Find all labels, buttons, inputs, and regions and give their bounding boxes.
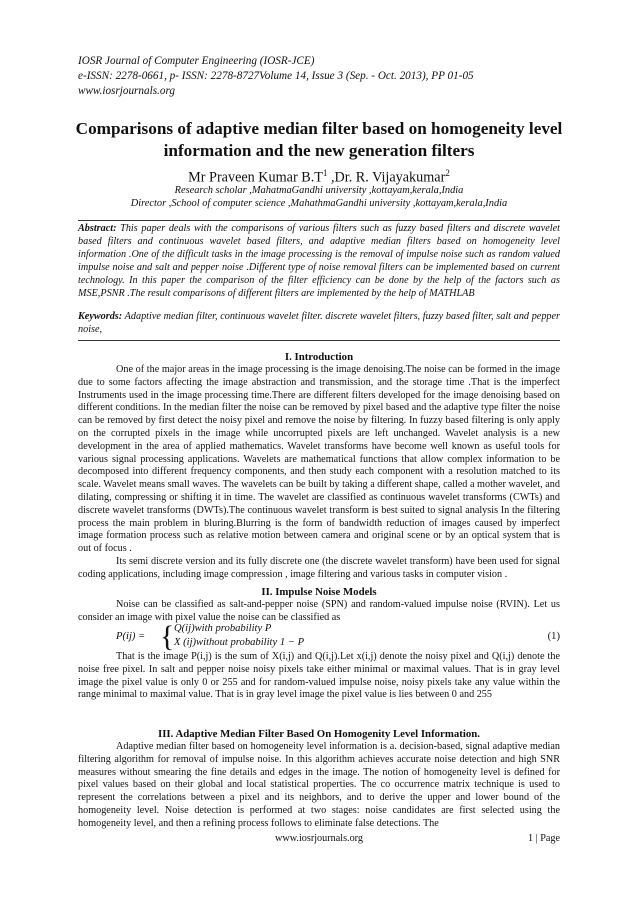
journal-issn: e-ISSN: 2278-0661, p- ISSN: 2278-8727Volume 14, Issue 3 (Sep. - Oct. 2013), PP 01-05: [78, 70, 474, 82]
keywords-label: Keywords:: [78, 311, 123, 322]
equation-lhs: P(ij) =: [116, 631, 146, 642]
equation-case-1: Q(ij)with probability P: [174, 623, 272, 634]
abstract-label: Abstract:: [78, 223, 117, 234]
equation-number: (1): [547, 631, 560, 642]
abstract: [78, 223, 560, 300]
equation-1: [116, 620, 560, 653]
section-1-paragraph-1: One of the major areas in the image processing is the image denoising.The noise can be formed in the image due to some factors affecting the image abstraction and transmission, and the storage time .That is the imperfect Instruments used in the image processing time.There are different filters developed for the image denoising based on different conditions. In the median filter the noise can be removed by pixel based and the adaptive type filter the noise can be removed by first detect the noisy pixel and remove the noise by filtering. In fuzzy based filtering is only apply on the corrupted pixels in the image while uncorrupted pixels are left unchanged. Wavelet analysis is a new development in the area of applied mathematics. Wavelet transforms have become well known as useful tools for various signal processing applications. Wavelets are mathematical functions that allow complex information to be decomposed into different frequency components, and then study each component with a resolution matched to its scale. Wavelet means small waves. The wavelets can be built by taking a different shape, called a mother wavelet, and dilating, compressing or shifting it in time. The wavelet are classified as continuous wavelet transforms (CWTs) and discrete wavelet transforms (DWTs).The continuous wavelet transform is best suited to signal analysis In the filtering process the main problem in bluring.Blurring is the form of bandwidth reduction of images caused by imperfect image formation process such as relative motion between camera and original scene or by an optical system that is out of focus .: [78, 364, 560, 555]
journal-header: [78, 54, 474, 99]
author-1-mark: 1: [322, 168, 328, 178]
section-2-intro: [78, 599, 560, 625]
section-2-body: [78, 651, 560, 702]
keywords-text: Adaptive median filter, continuous wavelet filter. discrete wavelet filters, fuzzy based filter, salt and pepper noise,: [78, 311, 560, 335]
journal-name: IOSR Journal of Computer Engineering (IOSR-JCE): [78, 55, 315, 67]
journal-url: www.iosrjournals.org: [78, 85, 175, 97]
equation-case-2: X (ij)without probability 1 − P: [174, 637, 305, 648]
section-1-body: [78, 364, 560, 582]
abstract-top-rule: [78, 220, 560, 221]
footer-page-number: 1 | Page: [527, 833, 560, 844]
section-3-heading: III. Adaptive Median Filter Based On Homogenity Level Information.: [158, 728, 480, 740]
section-2-paragraph-1: Noise can be classified as salt-and-pepper noise (SPN) and random-valued impulse noise (RVIN). Let us consider an image with pixel value the noise can be classified as: [78, 599, 560, 623]
section-3-paragraph-1: Adaptive median filter based on homogeneity level information is a. decision-based, signal adaptive median filtering algorithm for removal of impulse noise. In this algorithm achieves accurate noise detection and high SNR measures without smearing the fine details and edges in the image. The notion of homogeneity level is defined for pixel values based on their global and local statistical properties. The co occurrence matrix technique is used to represent the correlations between a pixel and its neighbors, and to derive the upper and lower bound of the homogeneity level. Noise detection is performed at two stages: noise candidates are first selected using the homogeneity level, and then a refining process follows to eliminate false detections. The: [78, 741, 560, 829]
author-2: ,Dr. R. Vijayakumar: [327, 169, 446, 186]
paper-title: Comparisons of adaptive median filter based on homogeneity level information and the new generation filters: [75, 119, 563, 160]
keywords: [78, 311, 560, 337]
section-2-heading: II. Impulse Noise Models: [261, 586, 377, 598]
author-1: Mr Praveen Kumar B.T: [188, 169, 323, 186]
abstract-bottom-rule: [78, 340, 560, 341]
footer-url: www.iosrjournals.org: [274, 833, 363, 844]
author-2-mark: 2: [445, 168, 450, 178]
abstract-text: This paper deals with the comparisons of various filters such as fuzzy based filters and discrete wavelet based filters and continuous wavelet based filters, and adaptive median filters based on homogeneity level information .One of the difficult tasks in the image processing is the removal of impulse noise such as random valued impulse noise and salt and pepper noise .Different type of noise removal filters can be implemented based on current technology. In this paper the comparison of the filter efficiency can be done by the help of the factors such as MSE,PSNR .The result comparisons of different filters are implemented by the help of MATHLAB: [78, 223, 560, 299]
affiliation-2: Director ,School of computer science ,MahathmaGandhi university ,kottayam,kerala,India: [130, 198, 508, 210]
section-1-heading: I. Introduction: [284, 351, 354, 363]
section-3-body: [78, 741, 560, 831]
page-footer: [78, 833, 560, 847]
affiliation-1: Research scholar ,MahatmaGandhi university ,kottayam,kerala,India: [174, 185, 464, 196]
section-2-paragraph-2: That is the image P(i,j) is the sum of X(i,j) and Q(i,j).Let x(i,j) denote the noisy pixel and Q(i,j) denote the noise free pixel. In salt and pepper noise noisy pixels take either minimal or maximal values. That is in gray level image the pixel value is only 0 or 255 and for random-valued impulse noise, noisy pixels take any value within the range minimal to maximal value. That is in gray level image the pixel value is lies between 0 and 255: [78, 651, 560, 701]
section-1-paragraph-2: Its semi discrete version and its fully discrete one (the discrete wavelet transform) have been used for signal coding applications, including image compression , image filtering and various tasks in computer vision .: [78, 555, 560, 580]
affiliations: [60, 184, 578, 211]
equation-brace: {: [160, 620, 175, 653]
